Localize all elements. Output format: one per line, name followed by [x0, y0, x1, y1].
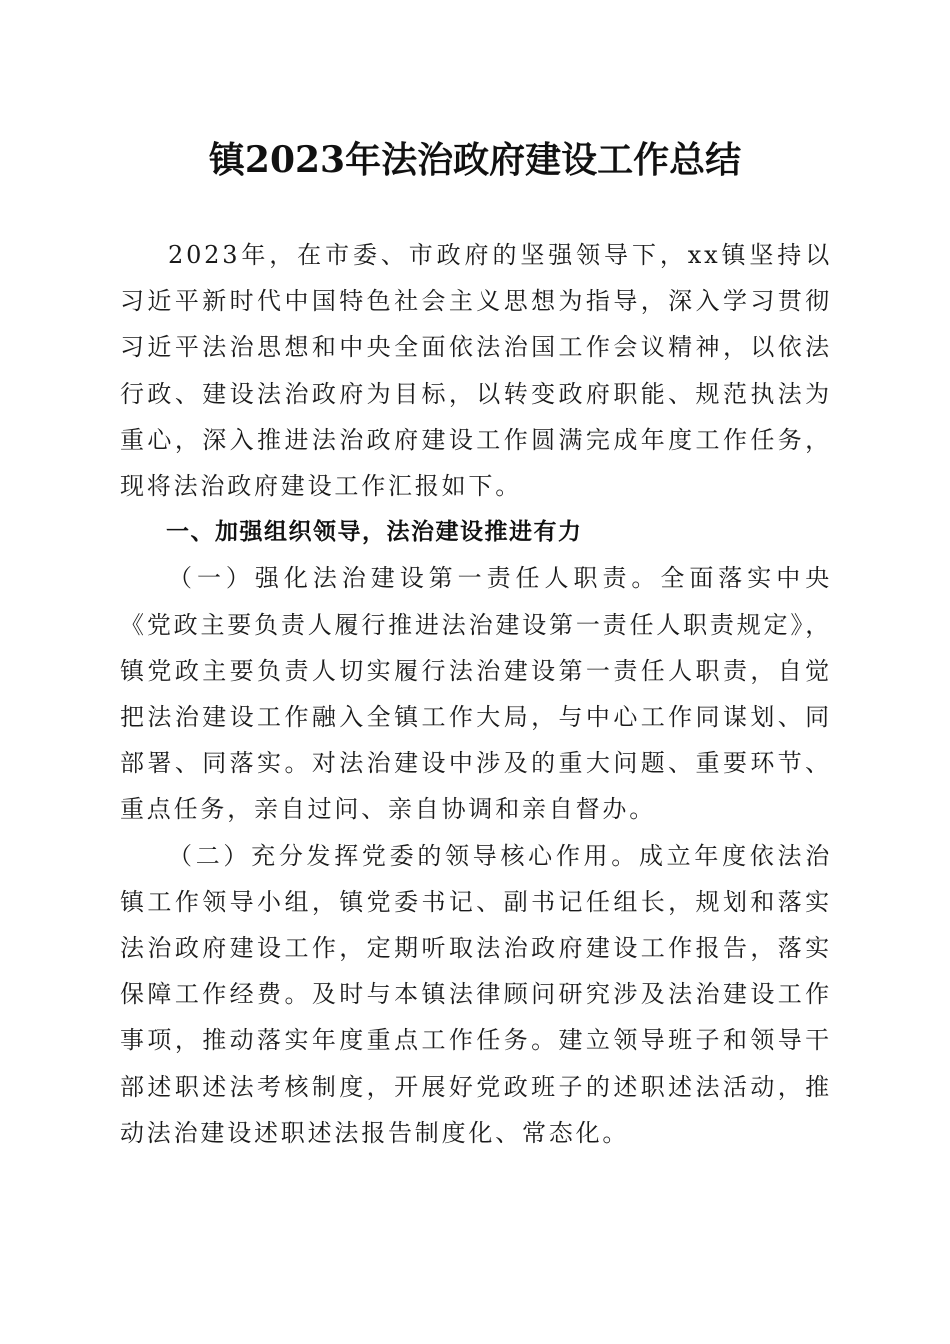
document-body — [120, 232, 832, 1156]
subsection-paragraph-2: （二）充分发挥党委的领导核心作用。成立年度依法治镇工作领导小组，镇党委书记、副书记任组长，规划和落实法治政府建设工作，定期听取法治政府建设工作报告，落实保障工作经费。及时与本镇法律顾问研究涉及法治建设工作事项，推动落实年度重点工作任务。建立领导班子和领导干部述职述法考核制度，开展好党政班子的述职述法活动，推动法治建设述职述法报告制度化、常态化。 — [120, 841, 832, 1147]
subsection-paragraph-1: （一）强化法治建设第一责任人职责。全面落实中央《党政主要负责人履行推进法治建设第一责任人职责规定》，镇党政主要负责人切实履行法治建设第一责任人职责，自觉把法治建设工作融入全镇工作大局，与中心工作同谋划、同部署、同落实。对法治建设中涉及的重大问题、重要环节、重点任务，亲自过问、亲自协调和亲自督办。 — [120, 564, 832, 824]
section-heading-1: 一、加强组织领导，法治建设推进有力 — [166, 519, 583, 546]
document-title: 镇2023年法治政府建设工作总结 — [208, 139, 742, 181]
intro-paragraph: 2023年，在市委、市政府的坚强领导下，xx镇坚持以习近平新时代中国特色社会主义思想为指导，深入学习贯彻习近平法治思想和中央全面依法治国工作会议精神，以依法行政、建设法治政府为目标，以转变政府职能、规范执法为重心，深入推进法治政府建设工作圆满完成年度工作任务，现将法治政府建设工作汇报如下。 — [120, 241, 832, 501]
